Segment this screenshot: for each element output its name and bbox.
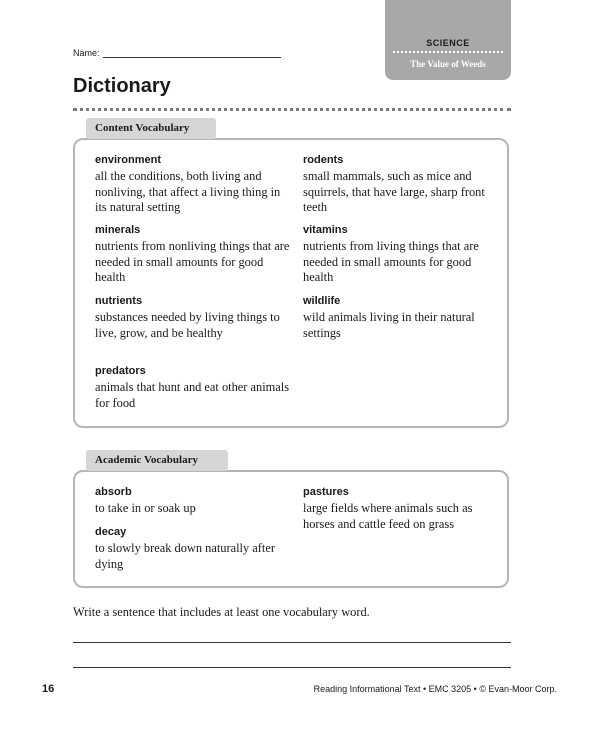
vocab-entry — [303, 294, 503, 341]
subject-tab — [385, 0, 511, 80]
vocab-entry — [95, 294, 295, 341]
footer-credit: Reading Informational Text • EMC 3205 • © Evan-Moor Corp. — [313, 684, 557, 694]
answer-line[interactable] — [73, 642, 511, 643]
vocab-term: vitamins — [303, 224, 348, 236]
subject-label: SCIENCE — [426, 38, 470, 48]
topic-label: The Value of Weeds — [410, 59, 486, 69]
vocab-term: pastures — [303, 486, 349, 498]
vocab-term: rodents — [303, 154, 344, 166]
vocab-definition: small mammals, such as mice and squirrels, that have large, sharp front teeth — [303, 169, 485, 214]
vocab-definition: to slowly break down naturally after dying — [95, 541, 275, 571]
vocab-term: predators — [95, 365, 146, 377]
vocab-entry — [95, 223, 295, 286]
vocab-definition: all the conditions, both living and nonliving, that affect a living thing in its natural setting — [95, 169, 281, 214]
vocab-term: wildlife — [303, 295, 341, 307]
page-number: 16 — [42, 683, 55, 695]
vocab-definition: nutrients from living things that are needed in small amounts for good health — [303, 239, 479, 284]
page-title: Dictionary — [73, 75, 171, 97]
subject-divider — [393, 51, 503, 53]
vocab-entry — [303, 153, 503, 216]
name-label: Name: — [73, 48, 100, 58]
vocab-term: decay — [95, 526, 127, 538]
answer-line[interactable] — [73, 667, 511, 668]
vocab-entry — [303, 485, 503, 532]
vocab-definition: nutrients from nonliving things that are needed in small amounts for good health — [95, 239, 290, 284]
writing-prompt: Write a sentence that includes at least one vocabulary word. — [73, 605, 370, 619]
content-vocabulary-label: Content Vocabulary — [86, 118, 216, 139]
vocab-term: absorb — [95, 486, 132, 498]
vocab-entry — [95, 525, 295, 572]
vocab-term: nutrients — [95, 295, 143, 307]
vocab-term: environment — [95, 154, 162, 166]
vocab-definition: large fields where animals such as horses and cattle feed on grass — [303, 501, 473, 531]
title-divider — [73, 108, 511, 111]
vocab-entry — [95, 364, 295, 411]
vocab-entry — [95, 485, 295, 517]
vocab-entry — [303, 223, 503, 286]
academic-vocabulary-label: Academic Vocabulary — [86, 450, 228, 471]
vocab-entry — [95, 153, 295, 216]
vocab-definition: animals that hunt and eat other animals for food — [95, 380, 290, 410]
vocab-definition: wild animals living in their natural settings — [303, 310, 475, 340]
name-line[interactable] — [103, 57, 281, 58]
vocab-term: minerals — [95, 224, 141, 236]
vocab-definition: to take in or soak up — [95, 501, 196, 515]
vocab-definition: substances needed by living things to live, grow, and be healthy — [95, 310, 280, 340]
